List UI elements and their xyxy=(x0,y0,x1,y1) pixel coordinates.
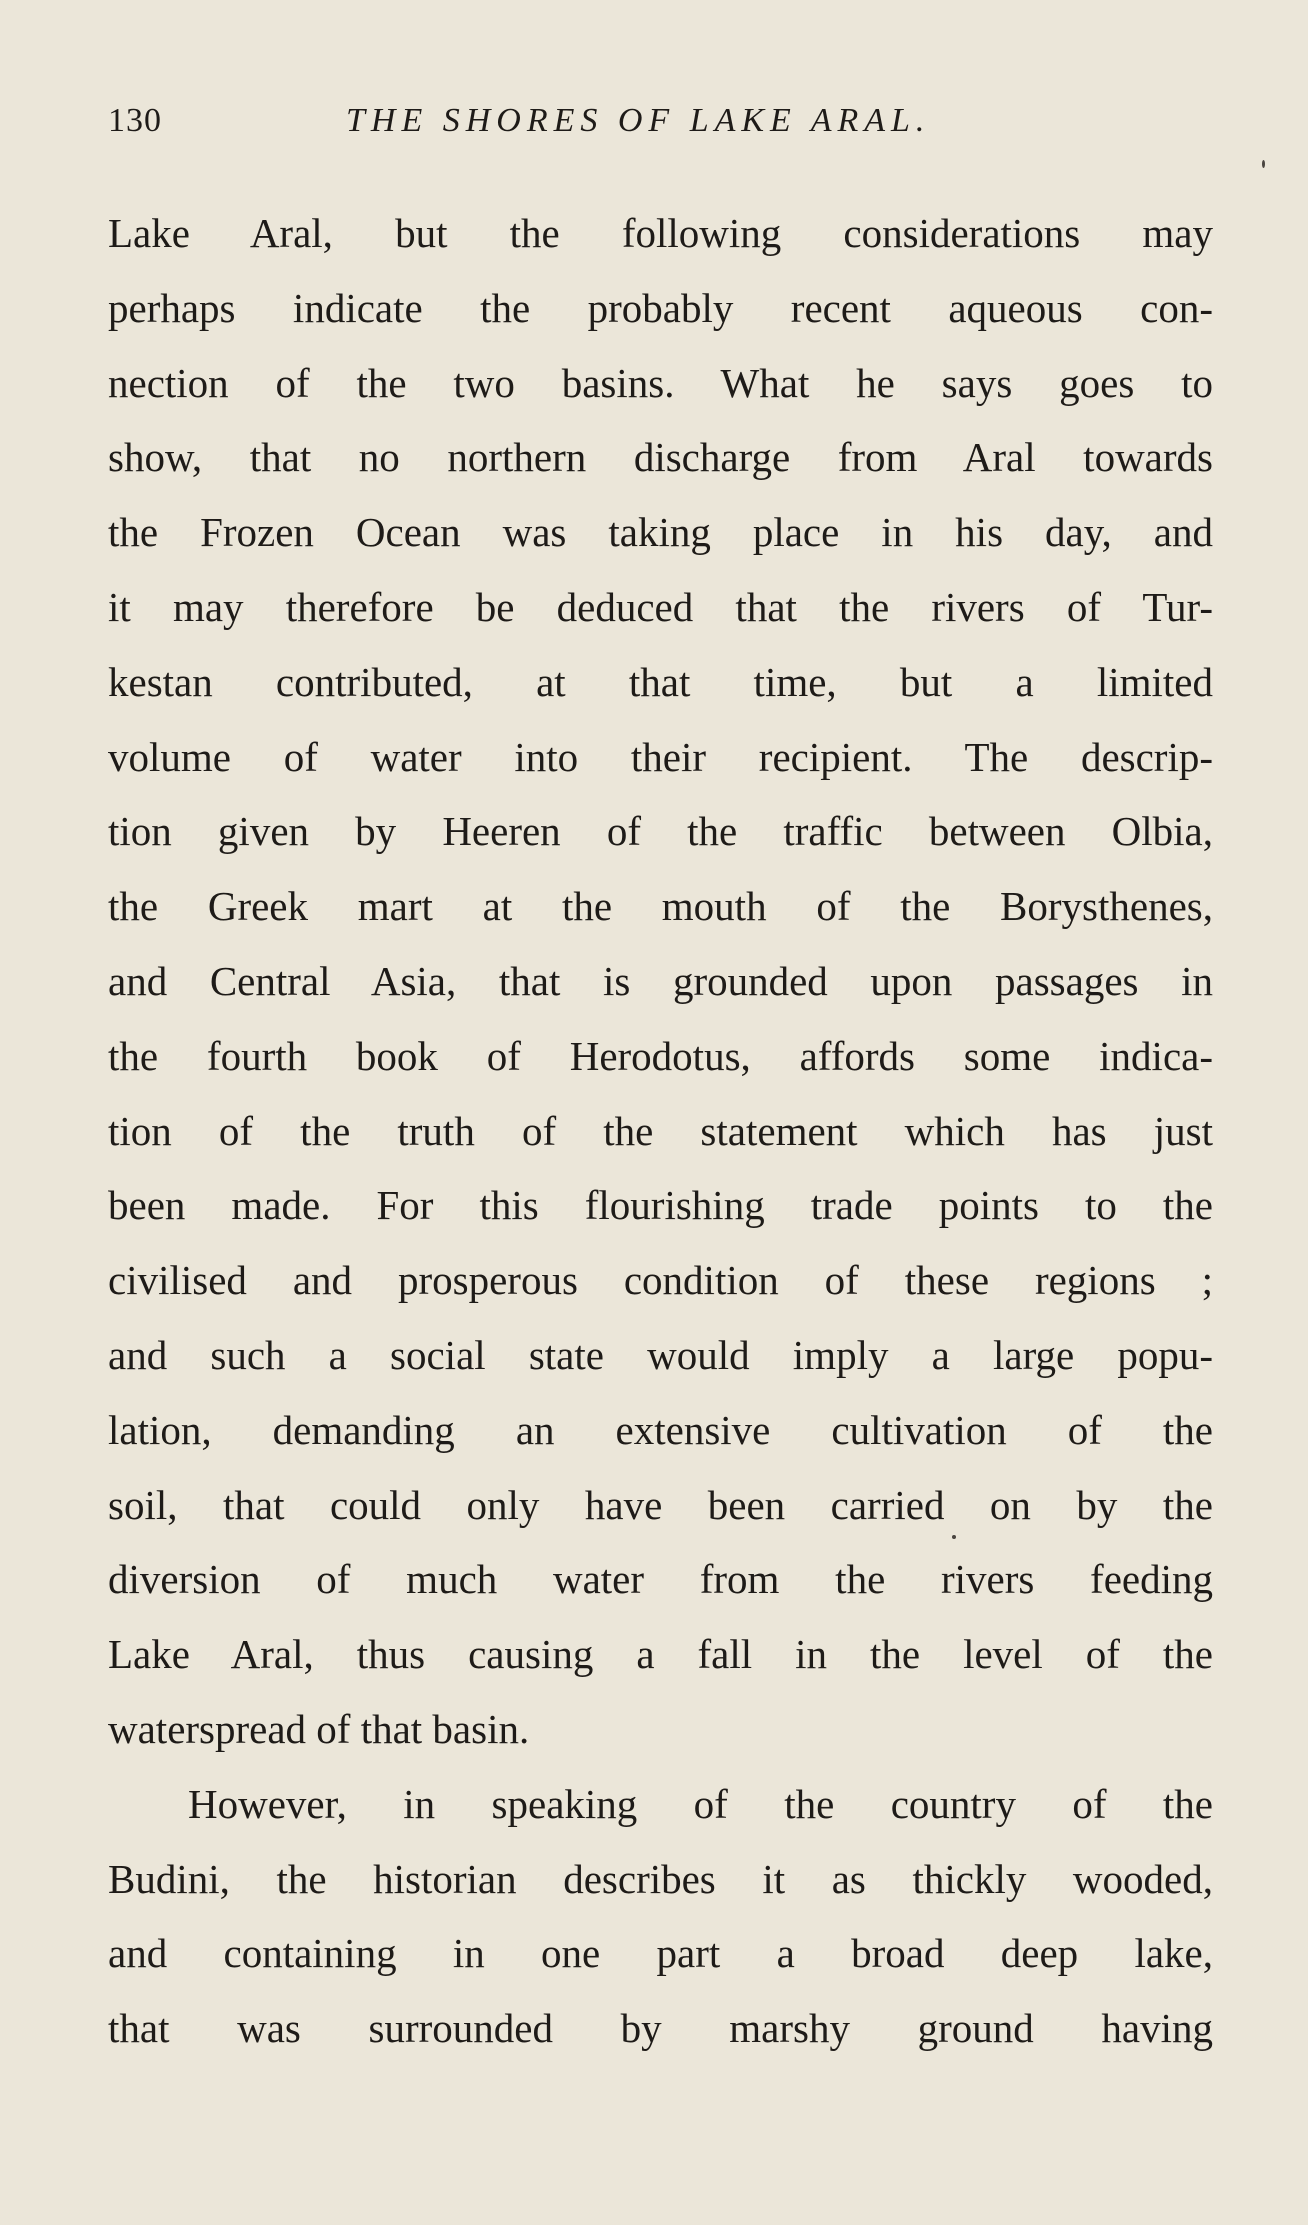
text-line: been made. For this flourishing trade points to the xyxy=(108,1182,1213,1229)
text-line: the fourth book of Herodotus, affords some indica- xyxy=(108,1032,1213,1079)
text-line: nection of the two basins. What he says goes to xyxy=(108,359,1213,406)
text-line: the Frozen Ocean was taking place in his day, and xyxy=(108,509,1213,556)
text-line: and such a social state would imply a large popu- xyxy=(108,1331,1213,1378)
paragraph-start-line: However, in speaking of the country of the xyxy=(188,1780,1213,1827)
body-text xyxy=(108,196,1213,2066)
text-line: it may therefore be deduced that the rivers of Tur- xyxy=(108,583,1213,630)
text-line: kestan contributed, at that time, but a limited xyxy=(108,658,1213,705)
text-line: diversion of much water from the rivers feeding xyxy=(108,1556,1213,1603)
text-line: and containing in one part a broad deep lake, xyxy=(108,1930,1213,1977)
paper-speck xyxy=(1262,160,1265,168)
paper-speck xyxy=(952,1535,956,1539)
text-line: lation, demanding an extensive cultivation of the xyxy=(108,1406,1213,1453)
text-line: perhaps indicate the probably recent aqueous con- xyxy=(108,284,1213,331)
text-line: volume of water into their recipient. The descrip- xyxy=(108,733,1213,780)
text-line: the Greek mart at the mouth of the Borysthenes, xyxy=(108,883,1213,930)
page-header xyxy=(108,102,1213,152)
text-line: Budini, the historian describes it as thickly wooded, xyxy=(108,1855,1213,1902)
text-line: show, that no northern discharge from Aral towards xyxy=(108,434,1213,481)
paragraph-end-line: waterspread of that basin. xyxy=(108,1705,530,1752)
page-number: 130 xyxy=(108,102,162,139)
text-line: and Central Asia, that is grounded upon passages in xyxy=(108,957,1213,1004)
text-line: tion given by Heeren of the traffic between Olbia, xyxy=(108,808,1213,855)
text-line: that was surrounded by marshy ground having xyxy=(108,2005,1213,2052)
text-line: soil, that could only have been carried on by the xyxy=(108,1481,1213,1528)
text-line: civilised and prosperous condition of these regions ; xyxy=(108,1257,1213,1304)
text-line: Lake Aral, thus causing a fall in the level of the xyxy=(108,1631,1213,1678)
text-line: Lake Aral, but the following considerations may xyxy=(108,210,1213,256)
running-title: THE SHORES OF LAKE ARAL. xyxy=(346,102,931,139)
text-line: tion of the truth of the statement which has just xyxy=(108,1107,1213,1154)
